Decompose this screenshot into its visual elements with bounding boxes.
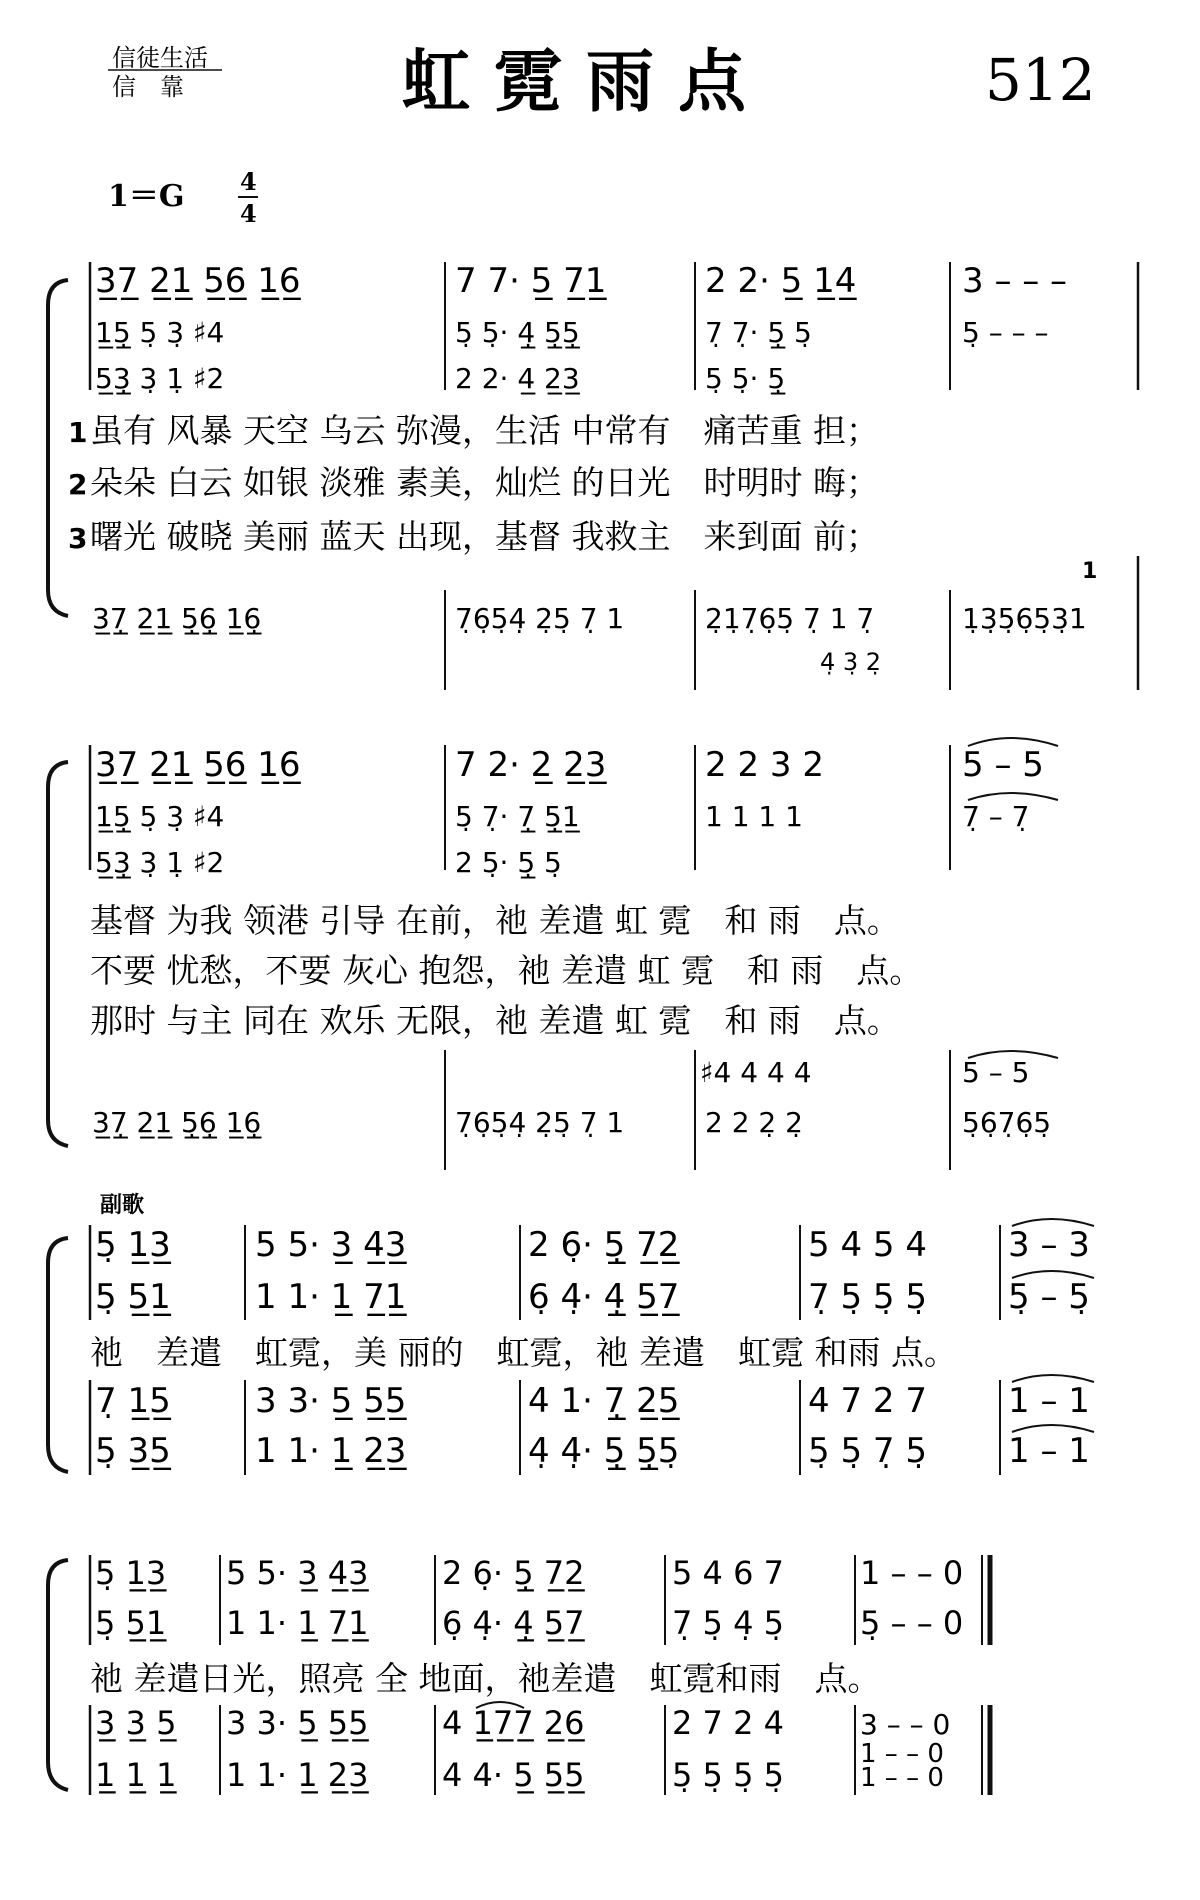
part-note-group: 6̣ 4̣· 4̣̲ 5̲7̲ xyxy=(528,1277,680,1317)
part-note-group: 5̣ – – – xyxy=(962,316,1049,349)
part-note-group: 1 – – 0 xyxy=(860,1739,944,1769)
part-note-group: 2 6̣· 5̣̲ 7̲2̲ xyxy=(528,1225,680,1265)
accompaniment-group: 4̣ 3̣ 2̣ xyxy=(820,648,882,676)
part-note-group: 5̣ 5̣ 5̣ 5̣ xyxy=(672,1756,784,1794)
part-note-group: 3̲ 3̲ 5̲ xyxy=(95,1704,177,1742)
accompaniment-group: 3̲7̣̲ 2̲1̲ 5̣̲6̣̲ 1̲6̣̲ xyxy=(92,1106,262,1139)
part-note-group: 5̣ 1̲3̲ xyxy=(95,1225,171,1265)
part-note-group: 1 – 1 xyxy=(1008,1381,1090,1421)
part-note-group: 3 – – – xyxy=(962,261,1068,301)
part-note-group: 2 6̣· 5̣̲ 7̲2̲ xyxy=(442,1554,585,1592)
part-note-group: 6̣ 4̣· 4̣̲ 5̲7̲ xyxy=(442,1604,585,1642)
hymn-number: 512 xyxy=(985,46,1096,114)
part-note-group: 1 – – 0 xyxy=(860,1554,964,1592)
lyric-line: 朵朵 白云 如银 淡雅 素美，灿烂 的日光 时明时 晦； xyxy=(90,463,879,502)
part-note-group: 2 5̣· 5̣̲ 5̣ xyxy=(455,846,562,879)
part-note-group: 7 7· 5̲ 7̲1̲ xyxy=(455,261,607,301)
system-2 xyxy=(48,738,1058,1170)
part-note-group: 7̣ 5̣ 5̣ 5̣ xyxy=(808,1277,927,1317)
part-note-group: 5̣ 7̣· 7̣̲ 5̣̲1̲ xyxy=(455,800,580,833)
part-note-group: 5 4 6 7 xyxy=(672,1554,784,1592)
lyric-line: 祂 差遣 虹霓，美 丽的 虹霓，祂 差遣 虹霓 和雨 点。 xyxy=(90,1333,957,1372)
lyric-line: 不要 忧愁，不要 灰心 抱怨，祂 差遣 虹 霓 和 雨 点。 xyxy=(90,951,923,990)
part-note-group: 5̣ 5̲1̲ xyxy=(95,1604,167,1642)
accompaniment-group: 5̣6̣7̣6̣5̣ xyxy=(962,1106,1052,1139)
part-note-group: 7̣ 1̲5̲ xyxy=(95,1381,171,1421)
lyric-line: 祂 差遣日光，照亮 全 地面，祂差遣 虹霓和雨 点。 xyxy=(90,1659,881,1698)
part-note-group: 1 – – 0 xyxy=(860,1763,944,1793)
system-1 xyxy=(48,261,1138,690)
accompaniment-group: 7̣6̣5̣4̣ 2̣5̣ 7̣ 1 xyxy=(455,1106,625,1139)
part-note-group: 5̣ 3̲5̲ xyxy=(95,1431,171,1471)
part-note-group: 5̣ 1̲3̲ xyxy=(95,1554,167,1592)
part-note-group: 3 – 3 xyxy=(1008,1225,1090,1265)
part-note-group: 4 1· 7̣̲ 2̲5̲ xyxy=(528,1381,680,1421)
part-note-group: 1 1· 1̲ 2̲3̲ xyxy=(226,1756,369,1794)
accompaniment-group: 5 – 5 xyxy=(962,1056,1030,1089)
chorus-system-1 xyxy=(48,1192,1094,1475)
part-note-group: 4 4· 5̲ 5̲5̲ xyxy=(442,1756,585,1794)
part-note-group: 3̲7̲ 2̲1̲ 5̲6̲ 1̲6̲ xyxy=(95,745,301,785)
accompaniment-group: 2̣1̣7̣6̣5̣ 7̣ 1 7̣ xyxy=(705,602,875,635)
part-note-group: 2 2· 5̲ 1̲4̲ xyxy=(705,261,857,301)
part-note-group: 4 1̲7̲7̲ 2̲6̲ xyxy=(442,1704,585,1742)
part-note-group: 1 1 1 1 xyxy=(705,800,803,833)
accompaniment-group: 3̲7̣̲ 2̲1̲ 5̣̲6̣̲ 1̲6̣̲ xyxy=(92,602,262,635)
verse-number: 3 xyxy=(68,522,88,555)
part-note-group: 3 3· 5̲ 5̲5̲ xyxy=(226,1704,369,1742)
part-note-group: 7̣ 5̣ 4̣ 5̣ xyxy=(672,1604,784,1642)
part-note-group: 2 2· 4̲ 2̲3̲ xyxy=(455,362,580,395)
chorus-label: 副歌 xyxy=(100,1193,145,1218)
part-note-group: 5̣ 5̣· 5̣̲ xyxy=(705,362,786,395)
part-note-group: 1 1· 1̲ 7̲1̲ xyxy=(226,1604,369,1642)
page-title: 虹霓雨点 xyxy=(402,43,771,122)
part-note-group: 5 – 5 xyxy=(962,745,1044,785)
accompaniment-group: 1̣3̣5̣6̣5̣3̣1 xyxy=(962,602,1087,635)
lyric-line: 那时 与主 同在 欢乐 无限，祂 差遣 虹 霓 和 雨 点。 xyxy=(90,1001,900,1040)
part-note-group: 4 7 2 7 xyxy=(808,1381,927,1421)
part-note-group: 5 4 5 4 xyxy=(808,1225,927,1265)
part-note-group: 5̲3̣̲ 3̣ 1̣ ♯2 xyxy=(95,846,225,879)
category-line-2: 信 靠 xyxy=(112,73,184,101)
time-signature-bottom: 4 xyxy=(240,199,257,228)
part-note-group: 5 5· 3̲ 4̲3̲ xyxy=(226,1554,369,1592)
header xyxy=(108,43,1096,122)
part-note-group: 4̣ 4̣· 5̣̲ 5̣̲5̣ xyxy=(528,1431,680,1471)
time-signature-top: 4 xyxy=(240,167,257,196)
part-note-group: 3 3· 5̲ 5̲5̲ xyxy=(255,1381,407,1421)
part-note-group: 1 – 1 xyxy=(1008,1431,1090,1471)
part-note-group: 2 2 3 2 xyxy=(705,745,824,785)
lyric-line: 虽有 风暴 天空 乌云 弥漫，生活 中常有 痛苦重 担； xyxy=(90,411,879,450)
lyric-line: 基督 为我 领港 引导 在前，祂 差遣 虹 霓 和 雨 点。 xyxy=(90,901,900,940)
part-note-group: 1 1· 1̲ 7̲1̲ xyxy=(255,1277,407,1317)
part-note-group: 7 2· 2̲ 2̲3̲ xyxy=(455,745,607,785)
category-line-1: 信徒生活 xyxy=(112,44,208,72)
accompaniment-group: 2 2 2̣ 2̣ xyxy=(705,1106,803,1139)
verse-number: 2 xyxy=(68,468,88,501)
part-note-group: 1̲5̣̲ 5̣ 3̣ ♯4 xyxy=(95,800,225,833)
part-note-group: 2 7 2 4 xyxy=(672,1704,784,1742)
key-signature xyxy=(108,167,258,228)
lyric-line: 曙光 破晓 美丽 蓝天 出现，基督 我救主 来到面 前； xyxy=(90,517,879,556)
part-note-group: 7̣ 7̣· 5̣̲ 5̣ xyxy=(705,316,812,349)
verse-number: 1 xyxy=(68,416,88,449)
accompaniment-group: 7̣6̣5̣4̣ 2̣5̣ 7̣ 1 xyxy=(455,602,625,635)
part-note-group: 1 1· 1̲ 2̲3̲ xyxy=(255,1431,407,1471)
part-note-group: 5 5· 3̲ 4̲3̲ xyxy=(255,1225,407,1265)
key-label: 1＝G xyxy=(108,179,185,214)
volta-number: 1 xyxy=(1082,559,1098,584)
part-note-group: 7̣ – 7̣ xyxy=(962,800,1030,833)
accompaniment-group: ♯4 4 4 4 xyxy=(700,1056,812,1089)
part-note-group: 1̲5̣̲ 5̣ 3̣ ♯4 xyxy=(95,316,225,349)
part-note-group: 3̲7̲ 2̲1̲ 5̲6̲ 1̲6̲ xyxy=(95,261,301,301)
part-note-group: 5̣ – – 0 xyxy=(860,1604,964,1642)
part-note-group: 5̣ – 5̣ xyxy=(1008,1277,1090,1317)
part-note-group: 5̲3̣̲ 3̣ 1̣ ♯2 xyxy=(95,362,225,395)
part-note-group: 5̣ 5̣ 7̣ 5̣ xyxy=(808,1431,927,1471)
part-note-group: 5̣ 5̲1̲ xyxy=(95,1277,171,1317)
chorus-system-2 xyxy=(48,1554,990,1795)
part-note-group: 1̲ 1̲ 1̲ xyxy=(95,1756,177,1794)
part-note-group: 3 – – 0 xyxy=(860,1708,951,1741)
part-note-group: 5̣ 5̣· 4̣̲ 5̣̲5̣̲ xyxy=(455,316,580,349)
